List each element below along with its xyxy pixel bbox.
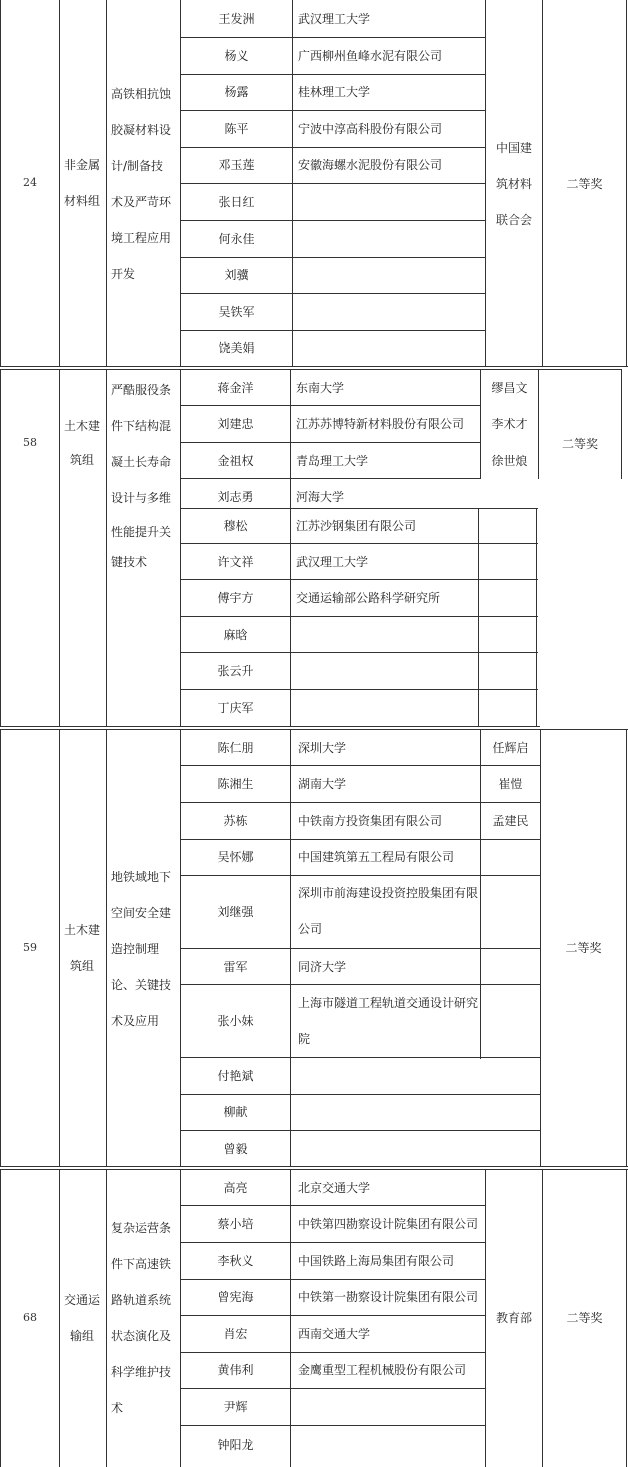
nominator-line: 孟建民 xyxy=(492,814,529,828)
member-name: 刘骥 xyxy=(224,268,249,282)
member-name: 穆松 xyxy=(223,519,248,533)
project-line: 键技术 xyxy=(111,555,148,569)
project-line: 术及严苛环 xyxy=(111,195,172,209)
award-level: 二等奖 xyxy=(565,941,602,955)
member-name: 刘志勇 xyxy=(217,490,254,504)
member-unit: 中铁南方投资集团有限公司 xyxy=(298,814,443,828)
member-unit: 深圳市前海建设投资控股集团有限公司 xyxy=(298,886,479,936)
member-unit: 广西柳州鱼峰水泥有限公司 xyxy=(298,49,443,63)
award-level: 二等奖 xyxy=(566,1311,603,1325)
member-name: 杨义 xyxy=(224,49,249,63)
member-name: 雷军 xyxy=(223,960,248,974)
member-name: 陈仁朋 xyxy=(217,741,254,755)
member-name: 蒋金洋 xyxy=(217,381,254,395)
member-name: 柳献 xyxy=(223,1105,248,1119)
table-section xyxy=(0,729,628,1167)
member-unit: 河海大学 xyxy=(296,490,345,504)
member-name: 吴怀娜 xyxy=(217,850,254,864)
member-name: 傅宇方 xyxy=(217,591,254,605)
project-line: 空间安全建 xyxy=(111,906,172,920)
member-unit: 交通运输部公路科学研究所 xyxy=(296,591,441,605)
member-name: 刘建忠 xyxy=(217,417,254,431)
member-unit: 湖南大学 xyxy=(298,777,347,791)
member-name: 丁庆军 xyxy=(217,701,254,715)
project-line: 开发 xyxy=(111,267,136,281)
member-name: 刘继强 xyxy=(217,905,254,919)
nominator-line: 缪昌文 xyxy=(491,381,528,395)
nominator-line: 徐世烺 xyxy=(491,454,528,468)
member-name: 邓玉莲 xyxy=(218,158,255,172)
member-unit: 江苏苏博特新材料股份有限公司 xyxy=(296,417,465,431)
group-line: 筑组 xyxy=(70,453,95,467)
nominator-line: 崔愷 xyxy=(498,777,523,791)
member-name: 许文祥 xyxy=(217,555,254,569)
member-unit: 武汉理工大学 xyxy=(296,555,369,569)
project-line: 状态演化及 xyxy=(111,1329,172,1343)
group-line: 土木建 xyxy=(64,923,101,937)
project-line: 设计与多维 xyxy=(111,491,172,505)
member-name: 张小妹 xyxy=(217,1014,254,1028)
project-line: 件下结构混 xyxy=(111,419,172,433)
project-line: 胶凝材料设 xyxy=(111,123,172,137)
member-name: 苏栋 xyxy=(223,814,248,828)
project-line: 论、关键技 xyxy=(111,978,172,992)
member-name: 蔡小培 xyxy=(217,1217,254,1231)
nominator-line: 中国建 xyxy=(496,141,533,155)
member-name: 曾宪海 xyxy=(217,1290,254,1304)
nominator-line: 联合会 xyxy=(496,213,533,227)
member-unit: 宁波中淳高科股份有限公司 xyxy=(298,122,443,136)
project-line: 地铁域地下 xyxy=(111,870,172,884)
award-level: 二等奖 xyxy=(561,437,598,451)
member-name: 尹辉 xyxy=(223,1400,248,1414)
member-name: 金祖权 xyxy=(217,454,254,468)
nominator-line: 筑材料 xyxy=(496,177,533,191)
project-line: 境工程应用 xyxy=(111,231,172,245)
group-line: 材料组 xyxy=(64,194,101,208)
project-line: 路轨道系统 xyxy=(111,1293,172,1307)
member-unit: 桂林理工大学 xyxy=(298,85,371,99)
project-line: 术 xyxy=(111,1401,124,1415)
member-name: 王发洲 xyxy=(218,12,255,26)
award-level: 二等奖 xyxy=(566,177,603,191)
project-line: 性能提升关 xyxy=(111,525,172,539)
member-name: 吴铁军 xyxy=(218,305,255,319)
project-line: 计/制备技 xyxy=(111,159,164,173)
project-line: 严酷服役条 xyxy=(111,383,172,397)
member-unit: 中铁第一勘察设计院集团有限公司 xyxy=(298,1290,479,1304)
project-line: 件下高速铁 xyxy=(111,1257,172,1271)
row-number: 24 xyxy=(23,176,37,189)
project-line: 高铁相抗蚀 xyxy=(111,87,172,101)
member-unit: 中国建筑第五工程局有限公司 xyxy=(298,850,455,864)
member-name: 高亮 xyxy=(223,1181,248,1195)
group-line: 输组 xyxy=(70,1329,95,1343)
member-unit: 金鹰重型工程机械股份有限公司 xyxy=(298,1363,467,1377)
member-name: 肖宏 xyxy=(223,1327,248,1341)
member-unit: 深圳大学 xyxy=(298,741,347,755)
group-line: 交通运 xyxy=(64,1293,101,1307)
table-section xyxy=(0,1169,628,1467)
member-unit: 青岛理工大学 xyxy=(296,454,369,468)
member-unit: 同济大学 xyxy=(298,960,347,974)
group-line: 筑组 xyxy=(70,959,95,973)
member-name: 陈湘生 xyxy=(217,777,254,791)
member-name: 张云升 xyxy=(217,664,254,678)
project-line: 科学维护技 xyxy=(111,1365,172,1379)
member-name: 黄伟利 xyxy=(217,1363,254,1377)
member-name: 张日红 xyxy=(218,195,255,209)
member-name: 杨露 xyxy=(224,85,249,99)
member-unit: 北京交通大学 xyxy=(298,1181,371,1195)
member-unit: 东南大学 xyxy=(296,381,345,395)
member-name: 饶美娟 xyxy=(218,341,255,355)
table-section xyxy=(0,0,628,367)
project-line: 凝土长寿命 xyxy=(111,455,172,469)
table-section xyxy=(0,369,628,727)
member-name: 曾毅 xyxy=(223,1142,248,1156)
member-unit: 中铁第四勘察设计院集团有限公司 xyxy=(298,1217,479,1231)
member-name: 付艳斌 xyxy=(217,1069,254,1083)
nominator-line: 任辉启 xyxy=(492,741,529,755)
member-name: 何永佳 xyxy=(218,232,255,246)
member-unit: 西南交通大学 xyxy=(298,1327,371,1341)
group-line: 土木建 xyxy=(64,419,101,433)
member-unit: 安徽海螺水泥股份有限公司 xyxy=(298,158,443,172)
member-name: 李秋义 xyxy=(217,1254,254,1268)
member-name: 陈平 xyxy=(224,122,249,136)
row-number: 58 xyxy=(23,436,37,449)
member-name: 麻晗 xyxy=(223,628,248,642)
member-unit: 江苏沙钢集团有限公司 xyxy=(296,519,417,533)
row-number: 68 xyxy=(23,1311,37,1324)
project-line: 造控制理 xyxy=(111,942,160,956)
member-unit: 上海市隧道工程轨道交通设计研究院 xyxy=(298,996,479,1046)
row-number: 59 xyxy=(23,941,37,954)
nominator-line: 李术才 xyxy=(491,417,528,431)
member-unit: 武汉理工大学 xyxy=(298,12,371,26)
project-line: 复杂运营条 xyxy=(111,1221,172,1235)
member-unit: 中国铁路上海局集团有限公司 xyxy=(298,1254,455,1268)
project-line: 术及应用 xyxy=(111,1014,160,1028)
member-name: 钟阳龙 xyxy=(217,1438,254,1452)
nominator-line: 教育部 xyxy=(495,1311,532,1325)
group-line: 非金属 xyxy=(64,158,101,172)
